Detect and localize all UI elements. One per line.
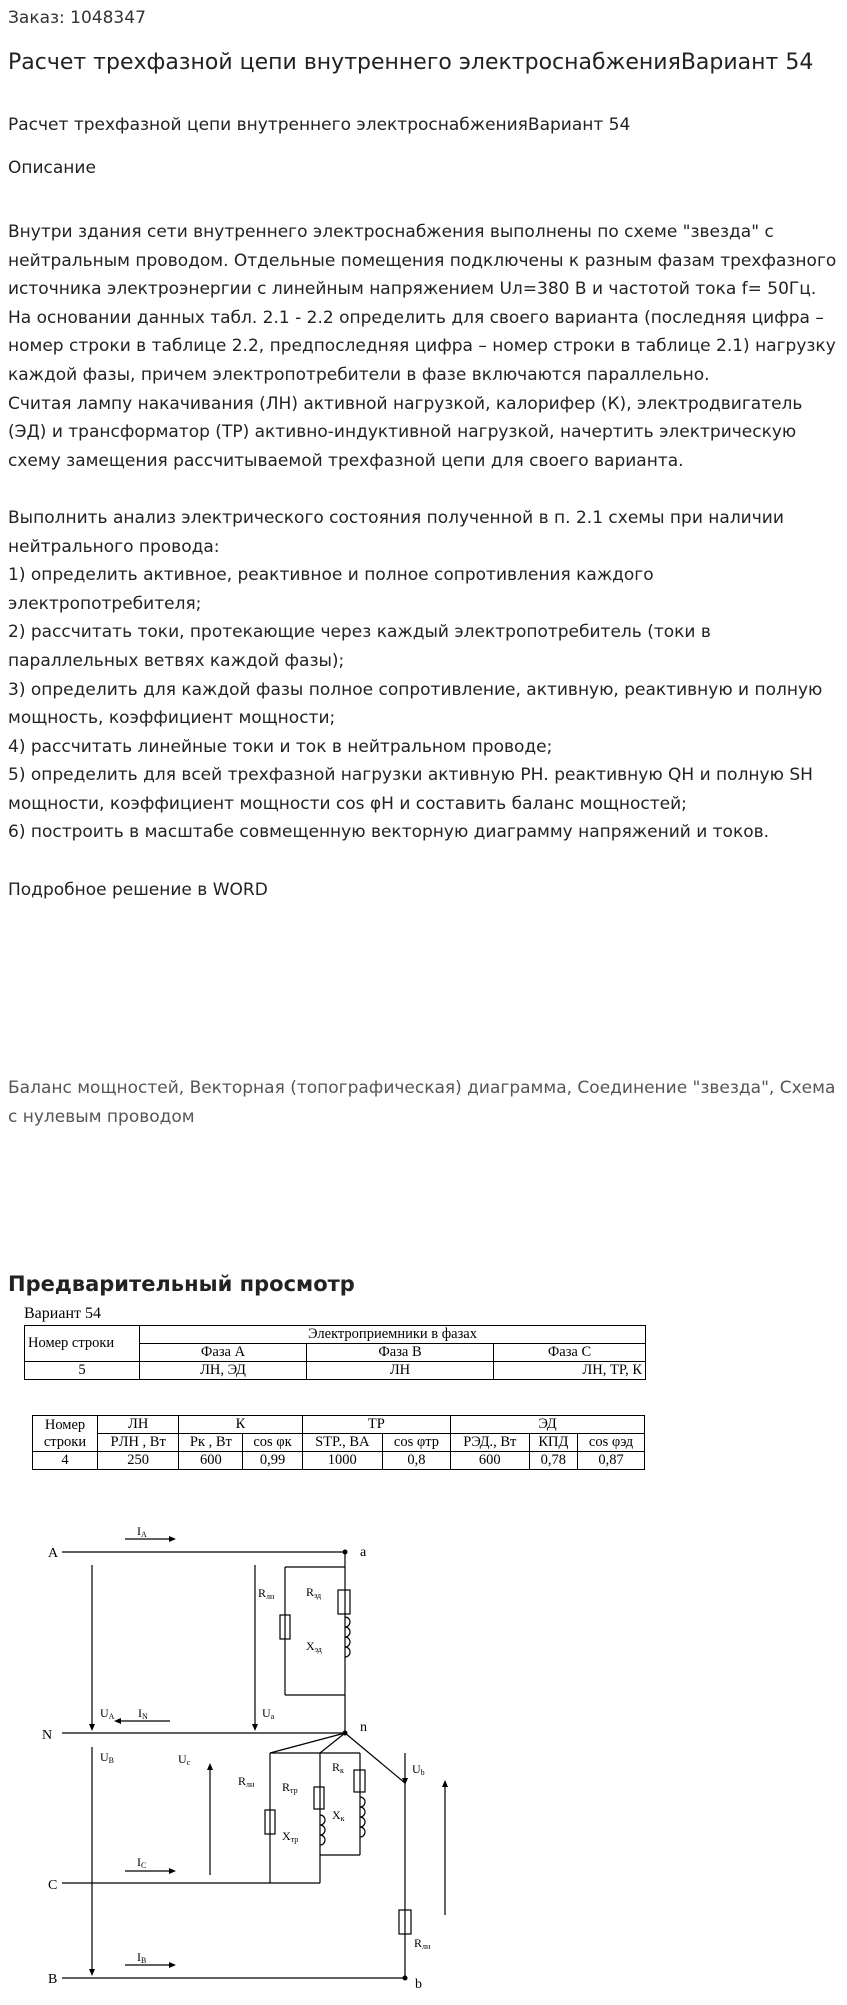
node-label: a: [360, 1545, 367, 1560]
node-label: C: [48, 1878, 58, 1893]
page-title: Расчет трехфазной цепи внутреннего электроснабженияВариант 54: [8, 50, 814, 75]
description-paragraph: Считая лампу накачивания (ЛН) активной нагрузкой, калорифер (К), электродвигатель (ЭД) и трансформатор (ТР) активно-индуктивной нагрузкой, начертить электрическую схему замещения рассчитываемой трехфазной цепи для своего варианта.: [8, 393, 803, 471]
preview-image: [20, 1305, 650, 1995]
table-cell: ЛН, ЭД: [140, 1362, 307, 1380]
preview-heading: Предварительный просмотр: [8, 1272, 355, 1296]
description-paragraph: На основании данных табл. 2.1 - 2.2 определить для своего варианта (последняя цифра – номер строки в таблице 2.2, предпоследняя цифра – номер строки в таблице 2.1) нагрузку каждой фазы, причем электропотребители в фазе включаются параллельно.: [8, 307, 836, 385]
tag-link[interactable]: Соединение "звезда": [577, 1078, 769, 1098]
table-cell: 600: [179, 1452, 243, 1470]
current-label: IA: [137, 1525, 147, 1539]
inductor-label: Xэд: [306, 1639, 322, 1654]
table-cell: 5: [25, 1362, 140, 1380]
table-cell: 0,87: [578, 1452, 645, 1470]
page-subtitle: Расчет трехфазной цепи внутреннего электроснабженияВариант 54: [8, 115, 631, 135]
task-item: 6) построить в масштабе совмещенную векторную диаграмму напряжений и токов.: [8, 822, 770, 843]
tag-link[interactable]: Векторная (топографическая) диаграмма: [189, 1078, 567, 1098]
resistor-label: Rлн: [258, 1586, 275, 1601]
inductor-label: Xк: [332, 1808, 345, 1823]
voltage-label: Uc: [178, 1752, 191, 1767]
table-header-cell: К: [179, 1416, 302, 1434]
tag-link[interactable]: Баланс мощностей: [8, 1078, 179, 1098]
task-item: 5) определить для всей трехфазной нагрузки активную PН. реактивную QН и полную SН мощности, коэффициент мощности cos φН и составить баланс мощностей;: [8, 765, 813, 814]
description-paragraph: Выполнить анализ электрического состояния полученной в п. 2.1 схемы при наличии нейтрального провода:: [8, 507, 784, 557]
table-header-cell: ТР: [302, 1416, 450, 1434]
resistor-label: Rлн: [414, 1936, 431, 1951]
tag-list: [8, 1074, 843, 1131]
table-cell: 250: [98, 1452, 179, 1470]
table-header-cell: cos φэд: [578, 1434, 645, 1452]
node-label: n: [360, 1720, 367, 1735]
table-header-cell: PЛН , Вт: [98, 1434, 179, 1452]
table-header-cell: Pк , Вт: [179, 1434, 243, 1452]
circuit-wires: [62, 1539, 445, 1978]
description-paragraph: Внутри здания сети внутреннего электроснабжения выполнены по схеме "звезда" с нейтральным проводом. Отдельные помещения подключены к разным фазам трехфазного источника электроэнергии с линейным напряжением Uл=380 В и частотой тока f= 50Гц.: [8, 222, 837, 300]
node-label: B: [48, 1972, 58, 1987]
tag-separator: ,: [178, 1078, 190, 1098]
table-header-cell: Фаза С: [494, 1344, 646, 1362]
variant-label: Вариант 54: [24, 1305, 101, 1322]
voltage-label: UB: [100, 1750, 115, 1765]
table-header-cell: Номер строки: [25, 1326, 140, 1362]
table-header-cell: Фаза А: [140, 1344, 307, 1362]
description-heading: Описание: [8, 158, 96, 178]
current-label: IN: [138, 1706, 148, 1721]
resistor-label: Rк: [332, 1760, 344, 1775]
table-header-cell: Фаза В: [307, 1344, 494, 1362]
order-number: Заказ: 1048347: [8, 8, 146, 28]
table-cell: 4: [33, 1452, 98, 1470]
current-label: IC: [137, 1855, 147, 1870]
node-label: b: [415, 1977, 422, 1992]
table-cell: 0,99: [243, 1452, 302, 1470]
voltage-label: Ub: [412, 1762, 425, 1777]
table-cell: ЛН: [307, 1362, 494, 1380]
table-header-cell: STP., BA: [302, 1434, 382, 1452]
tag-separator: ,: [768, 1078, 780, 1098]
circuit-diagram: [20, 1525, 650, 1995]
table-cell: 0,8: [382, 1452, 450, 1470]
voltage-label: Ua: [262, 1706, 275, 1721]
resistor-label: Rлн: [238, 1774, 255, 1789]
tag-link[interactable]: Схема с нулевым проводом: [8, 1078, 836, 1127]
description-body: [8, 218, 843, 904]
table-header-cell: cos φк: [243, 1434, 302, 1452]
node-label: A: [48, 1546, 59, 1561]
table-header-cell: КПД: [529, 1434, 577, 1452]
table-cell: 600: [450, 1452, 529, 1470]
arrowheads: [89, 1536, 448, 1981]
task-item: 4) рассчитать линейные токи и ток в нейтральном проводе;: [8, 736, 553, 757]
task-item: 3) определить для каждой фазы полное сопротивление, активную, реактивную и полную мощность, коэффициент мощности;: [8, 679, 823, 729]
table-header-cell: ЛН: [98, 1416, 179, 1434]
table-header-cell: ЭД: [450, 1416, 644, 1434]
consumer-params-table: [32, 1415, 645, 1470]
resistor-label: Rтр: [282, 1780, 298, 1795]
task-item: 1) определить активное, реактивное и полное сопротивления каждого электропотребителя;: [8, 565, 654, 614]
task-item: 2) рассчитать токи, протекающие через каждый электропотребитель (токи в параллельных ветвях каждой фазы);: [8, 622, 711, 671]
phase-loads-table: [24, 1325, 646, 1380]
tag-separator: ,: [566, 1078, 578, 1098]
table-cell: ЛН, ТР, К: [494, 1362, 646, 1380]
inductor-label: Xтр: [282, 1829, 299, 1844]
table-cell: 0,78: [529, 1452, 577, 1470]
current-label: IB: [137, 1950, 147, 1965]
node-label: N: [42, 1728, 53, 1743]
table-header-cell: PЭД., Вт: [450, 1434, 529, 1452]
resistor-label: Rэд: [306, 1585, 322, 1600]
table-header-cell: cos φтр: [382, 1434, 450, 1452]
circuit-labels: [42, 1545, 422, 1992]
table-cell: 1000: [302, 1452, 382, 1470]
table-header-cell: Номер строки: [33, 1416, 98, 1452]
table-header-cell: Электроприемники в фазах: [140, 1326, 646, 1344]
voltage-label: UA: [100, 1706, 115, 1721]
word-solution-note: Подробное решение в WORD: [8, 879, 268, 900]
element-labels: [100, 1525, 431, 1965]
